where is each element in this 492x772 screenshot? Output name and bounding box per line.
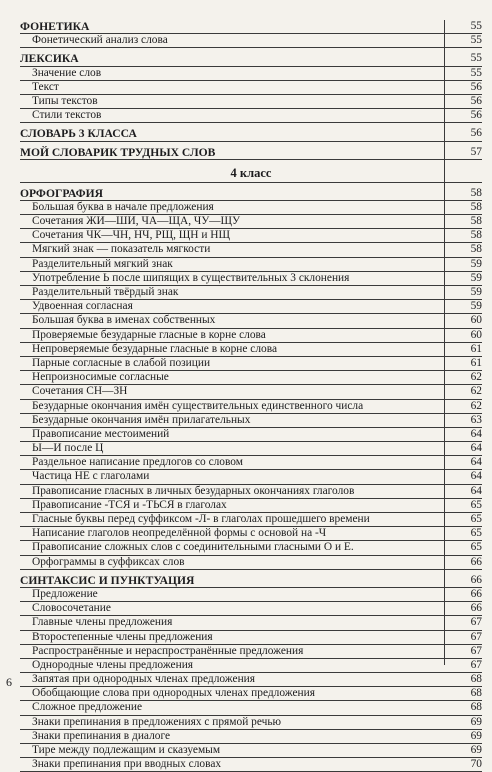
toc-entry xyxy=(20,499,482,513)
toc-entry-title: Словосочетание xyxy=(32,602,111,615)
toc-entry-title: Удвоенная согласная xyxy=(32,300,133,313)
toc-page-number: 55 xyxy=(470,20,482,32)
toc-page-number: 58 xyxy=(470,243,482,256)
toc-entry-title: Проверяемые безударные гласные в корне слова xyxy=(32,328,266,341)
grade4-heading: 4 класс xyxy=(20,160,482,183)
toc-page-number: 61 xyxy=(470,342,482,355)
toc-entry-title: Безударные окончания имён существительных единственного числа xyxy=(32,399,364,412)
table-of-contents xyxy=(20,20,482,772)
toc-entry xyxy=(20,744,482,758)
toc-entry xyxy=(20,314,482,328)
toc-entry-title: Большая буква в именах собственных xyxy=(32,314,216,327)
toc-entry xyxy=(20,556,482,570)
toc-entry-title: ЛЕКСИКА xyxy=(20,52,79,66)
toc-page-number: 59 xyxy=(470,257,482,270)
toc-page-number: 56 xyxy=(470,80,482,93)
toc-entry-title: Правописание -ТСЯ и -ТЬСЯ в глаголах xyxy=(32,498,227,511)
toc-page-number: 55 xyxy=(470,34,482,47)
toc-entry xyxy=(20,229,482,243)
toc-page-number: 70 xyxy=(470,758,482,771)
toc-entry xyxy=(20,758,482,772)
toc-page-number: 65 xyxy=(470,527,482,540)
toc-entry xyxy=(20,442,482,456)
toc-page-number: 64 xyxy=(470,442,482,455)
toc-entry-title: Написание глаголов неопределённой формы с основой на -Ч xyxy=(32,527,327,540)
toc-entry xyxy=(20,673,482,687)
toc-page-number: 58 xyxy=(470,215,482,228)
toc-page-number: 69 xyxy=(470,744,482,756)
toc-entry-title: ФОНЕТИКА xyxy=(20,20,90,33)
toc-entry xyxy=(20,513,482,527)
toc-entry-title: Текст xyxy=(32,80,59,93)
toc-entry-title: Ы—И после Ц xyxy=(32,442,104,455)
toc-entry-title: Безударные окончания имён прилагательных xyxy=(32,413,251,426)
toc-entry-title: Знаки препинания при вводных словах xyxy=(32,758,222,771)
toc-entry xyxy=(20,428,482,442)
toc-entry xyxy=(20,414,482,428)
toc-entry-title: Правописание сложных слов с соединительными гласными О и Е. xyxy=(32,541,354,554)
toc-page-number: 66 xyxy=(470,587,482,600)
toc-entry-title: Типы текстов xyxy=(32,94,98,107)
toc-page-number: 62 xyxy=(470,385,482,398)
toc-page-number: 55 xyxy=(470,66,482,79)
toc-entry xyxy=(20,201,482,215)
toc-page-number: 69 xyxy=(470,729,482,742)
toc-page-number: 66 xyxy=(470,602,482,615)
toc-entry xyxy=(20,687,482,701)
toc-entry-title: Правописание местоимений xyxy=(32,427,170,440)
toc-entry xyxy=(20,109,482,123)
toc-entry-title: МОЙ СЛОВАРИК ТРУДНЫХ СЛОВ xyxy=(20,145,216,159)
toc-entry-title: Мягкий знак — показатель мягкости xyxy=(32,243,211,256)
toc-entry xyxy=(20,602,482,616)
toc-page-number: 64 xyxy=(470,484,482,497)
toc-entry-title: Сочетания ЖИ—ШИ, ЧА—ЩА, ЧУ—ЩУ xyxy=(32,215,241,228)
toc-entry xyxy=(20,456,482,470)
toc-section xyxy=(20,127,482,141)
toc-entry xyxy=(20,470,482,484)
toc-entry xyxy=(20,81,482,95)
toc-page-number: 59 xyxy=(470,300,482,313)
toc-page-number: 56 xyxy=(470,127,482,140)
toc-entry xyxy=(20,485,482,499)
toc-page-number: 66 xyxy=(470,573,482,586)
toc-page-number: 67 xyxy=(470,616,482,629)
toc-page-number: 64 xyxy=(470,427,482,440)
toc-entry-title: Большая буква в начале предложения xyxy=(32,200,214,213)
toc-entry xyxy=(20,527,482,541)
toc-entry-title: Знаки препинания в диалоге xyxy=(32,729,171,742)
toc-page-number: 55 xyxy=(470,52,482,65)
toc-page-number: 65 xyxy=(470,498,482,511)
toc-entry-title: Разделительный мягкий знак xyxy=(32,257,173,270)
toc-entry-title: Непроверяемые безударные гласные в корне слова xyxy=(32,342,277,355)
toc-page-number: 60 xyxy=(470,314,482,327)
toc-entry xyxy=(20,258,482,272)
toc-entry-title: Употребление Ь после шипящих в существительных 3 склонения xyxy=(32,271,350,284)
toc-page-number: 64 xyxy=(470,456,482,469)
toc-entry xyxy=(20,616,482,630)
toc-entry-title: Частица НЕ с глаголами xyxy=(32,470,150,483)
toc-entry-title: Непроизносимые согласные xyxy=(32,371,169,384)
grade4-list xyxy=(20,187,482,772)
toc-entry-title: Распространённые и нераспространённые предложения xyxy=(32,644,304,657)
toc-entry-title: СИНТАКСИС И ПУНКТУАЦИЯ xyxy=(20,573,195,587)
toc-entry xyxy=(20,716,482,730)
toc-entry-title: Фонетический анализ слова xyxy=(32,34,168,47)
toc-page-number: 67 xyxy=(470,658,482,671)
toc-page-number: 69 xyxy=(470,715,482,728)
toc-entry-title: Сочетания ЧК—ЧН, НЧ, РЩ, ЩН и НЩ xyxy=(32,229,231,242)
toc-entry xyxy=(20,588,482,602)
toc-entry-title: Обобщающие слова при однородных членах предложения xyxy=(32,687,315,700)
toc-entry xyxy=(20,541,482,555)
toc-page-number: 67 xyxy=(470,630,482,643)
toc-page-number: 58 xyxy=(470,186,482,199)
toc-entry xyxy=(20,701,482,715)
toc-entry xyxy=(20,631,482,645)
toc-entry xyxy=(20,730,482,744)
toc-page-number: 68 xyxy=(470,673,482,686)
toc-entry-title: Предложение xyxy=(32,587,98,600)
toc-entry-title: Сложное предложение xyxy=(32,701,143,714)
toc-page-number: 67 xyxy=(470,644,482,657)
toc-page-number: 62 xyxy=(470,399,482,412)
toc-entry-title: Правописание гласных в личных безударных окончаниях глаголов xyxy=(32,484,355,497)
toc-page-number: 62 xyxy=(470,371,482,384)
toc-entry-title: Знаки препинания в предложениях с прямой речью xyxy=(32,715,282,728)
toc-entry-title: Тире между подлежащим и сказуемым xyxy=(32,744,221,756)
toc-entry xyxy=(20,400,482,414)
toc-entry xyxy=(20,645,482,659)
toc-entry-title: Орфограммы в суффиксах слов xyxy=(32,555,185,568)
toc-entry-title: Стили текстов xyxy=(32,109,102,122)
toc-page-number: 65 xyxy=(470,541,482,554)
toc-entry xyxy=(20,34,482,48)
toc-entry-title: Значение слов xyxy=(32,66,102,79)
toc-page-number: 66 xyxy=(470,555,482,568)
toc-entry-title: Сочетания СН—ЗН xyxy=(32,385,128,398)
toc-entry xyxy=(20,272,482,286)
toc-section xyxy=(20,187,482,201)
toc-entry-title: Запятая при однородных членах предложения xyxy=(32,673,256,686)
toc-page-number: 58 xyxy=(470,200,482,213)
toc-entry xyxy=(20,300,482,314)
toc-entry-title: Второстепенные члены предложения xyxy=(32,630,213,643)
toc-entry xyxy=(20,385,482,399)
toc-entry xyxy=(20,371,482,385)
toc-page-number: 68 xyxy=(470,687,482,700)
toc-entry xyxy=(20,659,482,673)
toc-page-number: 59 xyxy=(470,271,482,284)
toc-page-number: 61 xyxy=(470,356,482,369)
toc-entry xyxy=(20,243,482,257)
grade3-list xyxy=(20,20,482,160)
toc-section xyxy=(20,574,482,588)
toc-section xyxy=(20,52,482,66)
toc-entry-title: Однородные члены предложения xyxy=(32,658,194,671)
toc-entry-title: СЛОВАРЬ 3 КЛАССА xyxy=(20,127,137,141)
toc-entry xyxy=(20,329,482,343)
toc-page-number: 56 xyxy=(470,94,482,107)
toc-page-number: 58 xyxy=(470,229,482,242)
toc-page-number: 60 xyxy=(470,328,482,341)
toc-entry-title: Гласные буквы перед суффиксом -Л- в глаголах прошедшего времени xyxy=(32,513,370,525)
toc-entry-title: Парные согласные в слабой позиции xyxy=(32,356,211,369)
toc-entry-title: Главные члены предложения xyxy=(32,616,173,629)
toc-entry-title: Раздельное написание предлогов со словом xyxy=(32,456,243,469)
toc-page-number: 63 xyxy=(470,413,482,426)
toc-section xyxy=(20,146,482,160)
toc-entry xyxy=(20,67,482,81)
toc-page-number: 56 xyxy=(470,109,482,122)
toc-section xyxy=(20,20,482,34)
toc-page-number: 68 xyxy=(470,701,482,714)
toc-page-number: 65 xyxy=(470,513,482,525)
toc-page-number: 59 xyxy=(470,286,482,298)
toc-entry xyxy=(20,95,482,109)
toc-entry-title: Разделительный твёрдый знак xyxy=(32,286,179,298)
toc-entry xyxy=(20,286,482,300)
toc-entry xyxy=(20,357,482,371)
toc-entry xyxy=(20,215,482,229)
toc-page-number: 64 xyxy=(470,470,482,483)
toc-page-number: 57 xyxy=(470,145,482,158)
toc-entry xyxy=(20,343,482,357)
toc-entry-title: ОРФОГРАФИЯ xyxy=(20,186,103,200)
page-number: 6 xyxy=(6,675,12,689)
